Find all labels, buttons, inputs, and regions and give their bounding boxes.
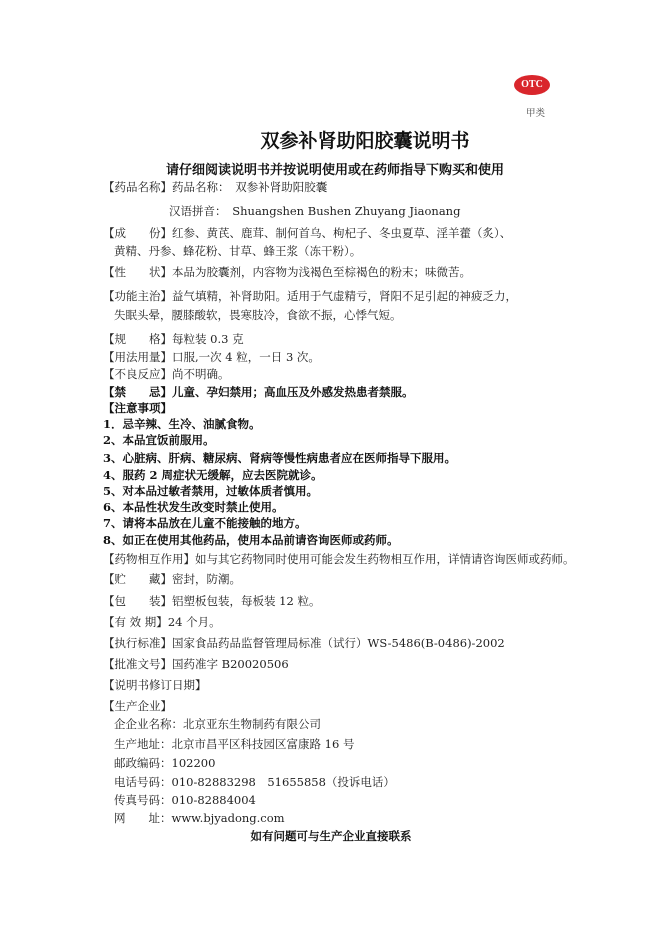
section-label: 【禁 忌】 [103, 385, 172, 399]
revision-section: 【说明书修订日期】 [103, 678, 207, 692]
otc-category: 甲类 [526, 108, 546, 119]
section-label: 【有 效 期】 [103, 615, 168, 629]
standard-section [103, 636, 505, 650]
interaction-section [103, 552, 575, 566]
page-title: 双参补肾助阳胶囊说明书 [260, 130, 470, 152]
section-text: 密封，防潮。 [172, 572, 241, 586]
storage-section [103, 572, 241, 586]
section-label: 【批准文号】 [103, 657, 172, 671]
precaution-item: 4、服药 2 周症状无缓解，应去医院就诊。 [103, 468, 323, 482]
manufacturer-website: 网 址：www.bjyadong.com [114, 811, 285, 825]
name-section [103, 180, 327, 194]
manufacturer-line: 生产地址：北京市昌平区科技园区富康路 16 号 [114, 737, 355, 751]
appearance-section [103, 265, 471, 279]
validity-section [103, 615, 221, 629]
subtitle: 请仔细阅读说明书并按说明使用或在药师指导下购买和使用 [165, 163, 504, 178]
section-label: 【成 份】 [103, 226, 172, 240]
section-text: 每粒装 0.3 克 [172, 332, 244, 346]
section-text: 铝塑板包装，每板装 12 粒。 [172, 594, 321, 608]
dosage-section [103, 350, 320, 364]
section-text: 益气填精，补肾助阳。适用于气虚精亏，肾阳不足引起的神疲乏力， [172, 289, 517, 303]
section-text: 尚不明确。 [172, 367, 230, 381]
section-text: 药品名称： 双参补肾助阳胶囊 [172, 180, 328, 194]
spec-section [103, 332, 244, 346]
manufacturer-line: 企企业名称：北京亚东生物制药有限公司 [114, 717, 321, 731]
section-label: 【规 格】 [103, 332, 172, 346]
adverse-section [103, 367, 230, 381]
manufacturer-line: 传真号码：010-82884004 [114, 793, 256, 807]
section-label: 【贮 藏】 [103, 572, 172, 586]
indications-line2: 失眠头晕，腰膝酸软，畏寒肢冷，食欲不振，心悸气短。 [114, 308, 402, 322]
manufacturer-line: 邮政编码：102200 [114, 756, 216, 770]
section-text: 本品为胶囊剂，内容物为浅褐色至棕褐色的粉末；味微苦。 [172, 265, 471, 279]
precaution-item: 5、对本品过敏者禁用，过敏体质者慎用。 [103, 484, 318, 498]
approval-section [103, 657, 289, 671]
section-text: 24 个月。 [167, 615, 221, 629]
section-text: 儿童、孕妇禁用；高血压及外感发热患者禁服。 [172, 385, 414, 399]
precaution-item: 1．忌辛辣、生冷、油腻食物。 [103, 417, 261, 431]
ingredients-line2: 黄精、丹参、蜂花粉、甘草、蜂王浆（冻干粉）。 [114, 244, 362, 258]
precautions-label: 【注意事项】 [103, 401, 172, 415]
package-section [103, 594, 320, 608]
footer-note: 如有问题可与生产企业直接联系 [250, 829, 412, 843]
precaution-item: 6、本品性状发生改变时禁止使用。 [103, 500, 284, 514]
section-text: 国家食品药品监督管理局标准（试行）WS-5486(B-0486)-2002 [172, 636, 505, 650]
pinyin-line: 汉语拼音： Shuangshen Bushen Zhuyang Jiaonang [169, 204, 461, 218]
precaution-item: 3、心脏病、肝病、糖尿病、肾病等慢性病患者应在医师指导下服用。 [103, 451, 456, 465]
precaution-item: 8、如正在使用其他药品，使用本品前请咨询医师或药师。 [103, 533, 399, 547]
section-label: 【药品名称】 [103, 180, 172, 194]
manufacturer-label: 【生产企业】 [103, 699, 172, 713]
precaution-item: 2、本品宜饭前服用。 [103, 433, 215, 447]
section-label: 【执行标准】 [103, 636, 172, 650]
manufacturer-line: 电话号码：010-82883298 51655858（投诉电话） [114, 775, 395, 789]
contraindications-section [103, 385, 414, 399]
otc-badge: OTC [514, 75, 550, 95]
section-text: 红参、黄芪、鹿茸、制何首乌、枸杞子、冬虫夏草、淫羊藿（炙）、 [172, 226, 512, 240]
section-label: 【不良反应】 [103, 367, 172, 381]
ingredients-section [103, 226, 511, 240]
precaution-item: 7、请将本品放在儿童不能接触的地方。 [103, 516, 307, 530]
section-label: 【性 状】 [103, 265, 172, 279]
section-text: 国药准字 B20020506 [172, 657, 289, 671]
section-label: 【功能主治】 [103, 289, 172, 303]
section-text: 如与其它药物同时使用可能会发生药物相互作用，详情请咨询医师或药师。 [195, 552, 575, 566]
section-label: 【包 装】 [103, 594, 172, 608]
indications-section [103, 289, 517, 303]
section-label: 【用法用量】 [103, 350, 172, 364]
section-label: 【药物相互作用】 [103, 552, 195, 566]
section-text: 口服,一次 4 粒，一日 3 次。 [172, 350, 320, 364]
